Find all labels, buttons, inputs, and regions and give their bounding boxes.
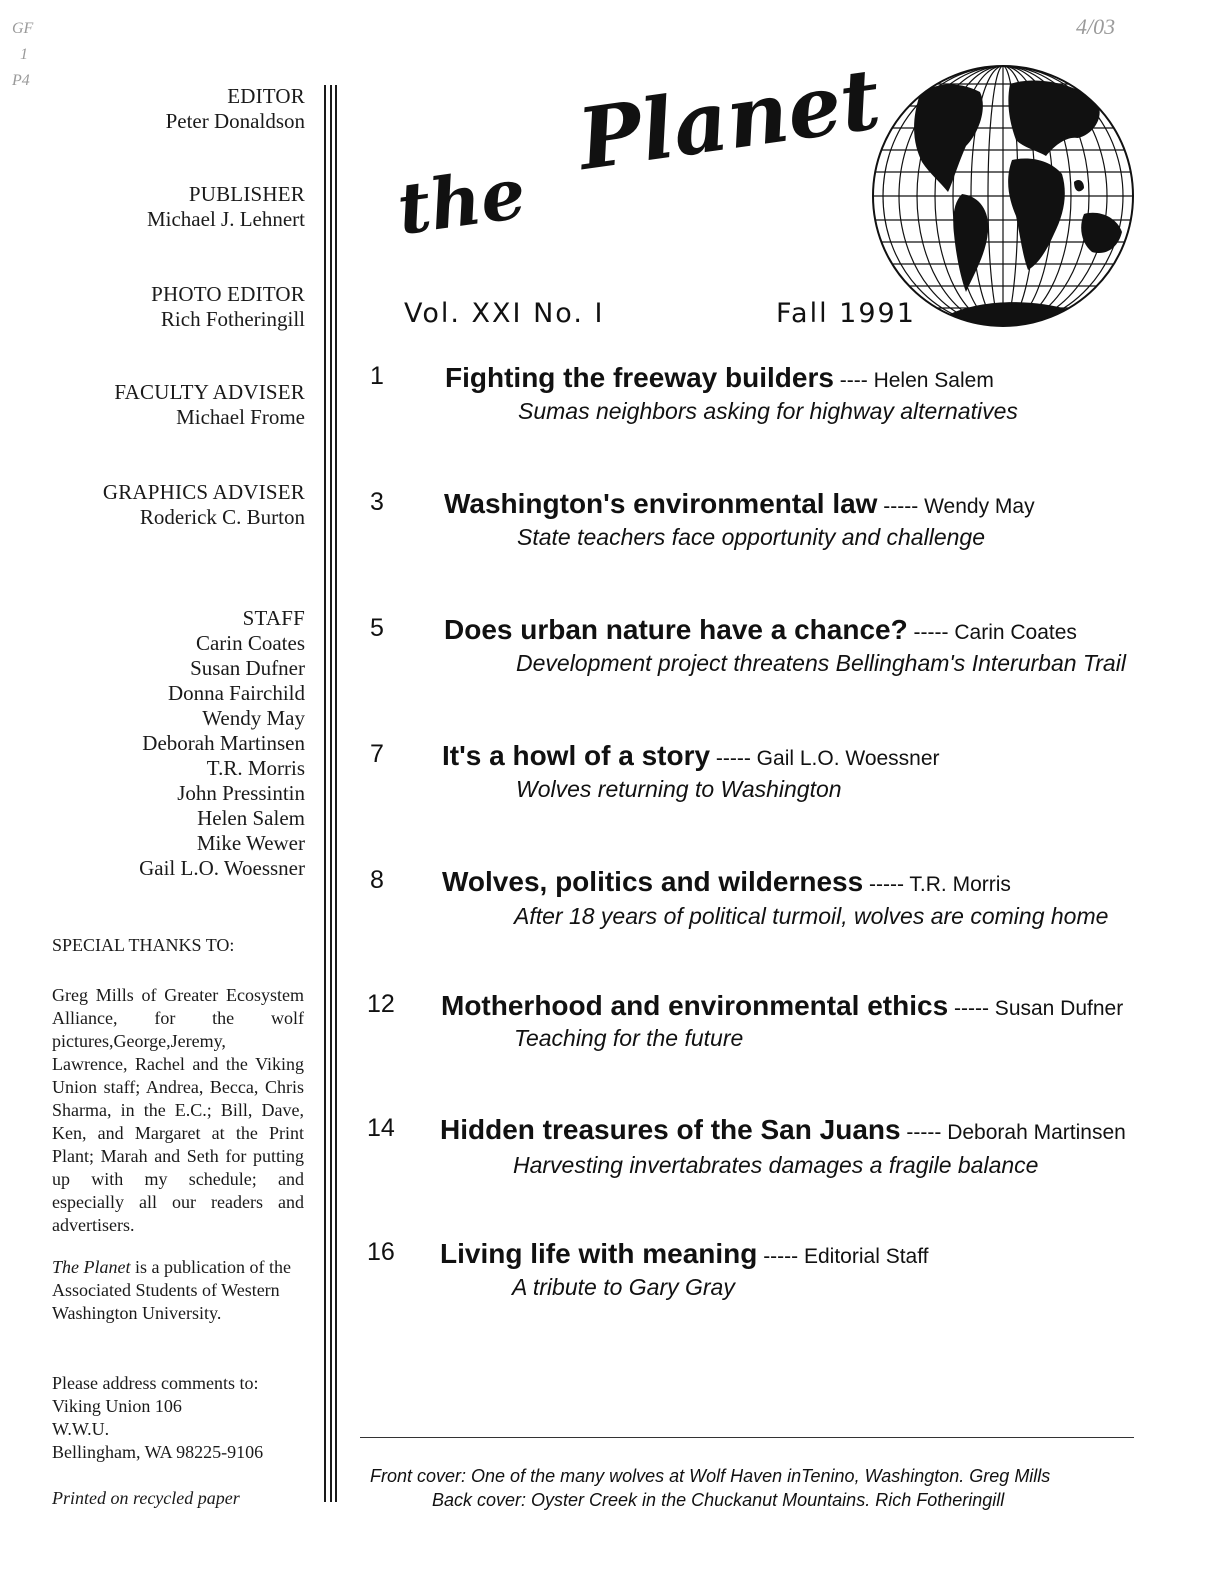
toc-page-number: 8 xyxy=(370,866,384,894)
special-thanks-body: Greg Mills of Greater Ecosystem Alliance, for the wolf pictures,George,Jeremy, Lawrence, Rachel and the Viking Union staff; Andrea, Becca, Chris Sharma, in the E.C.; Bill, Dave, Ken, and Margaret at the Print Plant; Marah and Seth for putting up with my schedule; and especially all our readers and advertisers. xyxy=(52,985,304,1235)
globe-icon xyxy=(870,64,1136,328)
photo-editor-name: Rich Fotheringill xyxy=(160,307,305,331)
staff-member: Deborah Martinsen xyxy=(142,731,305,755)
address-line: Please address comments to: xyxy=(52,1373,259,1393)
toc-author: ---- Helen Salem xyxy=(833,369,994,392)
masthead-title-the: the xyxy=(392,151,531,251)
toc-page-number: 14 xyxy=(367,1114,395,1142)
faculty-adviser-role: FACULTY ADVISER xyxy=(114,380,305,404)
toc-title-text: Living life with meaning xyxy=(440,1238,758,1269)
margin-note-page-number: 4/03 xyxy=(1076,14,1116,39)
publication-note-text: is a publication of the Associated Students of Western Washington University. xyxy=(52,1257,291,1323)
toc-page-number: 12 xyxy=(367,990,395,1018)
toc-author: ----- Gail L.O. Woessner xyxy=(710,747,940,770)
address-line: W.W.U. xyxy=(52,1419,110,1439)
toc-author: ----- Editorial Staff xyxy=(757,1245,929,1268)
toc-subtitle: Wolves returning to Washington xyxy=(516,776,842,802)
graphics-adviser-name: Roderick C. Burton xyxy=(139,505,305,529)
graphics-adviser-credit xyxy=(103,480,305,530)
staff-member: Helen Salem xyxy=(197,806,305,830)
issue-season: Fall 1991 xyxy=(776,298,916,329)
margin-note-tick: 1 xyxy=(20,46,28,63)
toc-title-text: Fighting the freeway builders xyxy=(445,362,834,393)
publisher-role: PUBLISHER xyxy=(188,182,305,206)
toc-title-text: It's a howl of a story xyxy=(442,740,711,771)
publisher-name: Michael J. Lehnert xyxy=(146,207,305,231)
toc-title-text: Does urban nature have a chance? xyxy=(444,614,908,645)
margin-note-gf: GF xyxy=(12,20,34,37)
graphics-adviser-role: GRAPHICS ADVISER xyxy=(102,480,305,504)
publication-title: The Planet xyxy=(52,1257,131,1277)
toc-page-number: 3 xyxy=(370,488,384,516)
toc-title-text: Hidden treasures of the San Juans xyxy=(440,1114,901,1145)
toc-entry-title[interactable] xyxy=(440,1238,929,1270)
toc-author: ----- Carin Coates xyxy=(907,621,1077,644)
toc-page-number: 5 xyxy=(370,614,384,642)
back-cover-credit: Back cover: Oyster Creek in the Chuckanut Mountains. Rich Fotheringill xyxy=(432,1490,1005,1510)
toc-subtitle: After 18 years of political turmoil, wolves are coming home xyxy=(514,903,1109,929)
toc-subtitle: A tribute to Gary Gray xyxy=(512,1274,735,1300)
toc-entry-title[interactable] xyxy=(442,740,940,772)
recycled-note: Printed on recycled paper xyxy=(52,1488,240,1508)
toc-author: ----- Susan Dufner xyxy=(948,997,1124,1020)
column-rule xyxy=(330,85,332,1502)
masthead-title-planet: Planet xyxy=(572,48,886,189)
faculty-adviser-name: Michael Frome xyxy=(176,405,305,429)
address-block xyxy=(52,1372,304,1464)
photo-editor-credit xyxy=(151,282,305,332)
staff-list xyxy=(139,606,305,881)
toc-subtitle: Development project threatens Bellingham's Interurban Trail xyxy=(516,650,1126,676)
photo-editor-role: PHOTO EDITOR xyxy=(151,282,305,306)
staff-member: Gail L.O. Woessner xyxy=(139,856,305,880)
toc-entry-title[interactable] xyxy=(444,614,1077,646)
toc-title-text: Motherhood and environmental ethics xyxy=(441,990,949,1021)
staff-member: Donna Fairchild xyxy=(167,681,305,705)
column-rule xyxy=(324,85,326,1502)
footer-divider xyxy=(360,1437,1134,1438)
staff-member: Carin Coates xyxy=(195,631,305,655)
toc-title-text: Wolves, politics and wilderness xyxy=(442,866,864,897)
editor-credit xyxy=(166,84,305,134)
staff-member: T.R. Morris xyxy=(206,756,305,780)
publication-note xyxy=(52,1256,304,1325)
toc-title-text: Washington's environmental law xyxy=(444,488,878,519)
toc-entry-title[interactable] xyxy=(440,1114,1126,1146)
issue-volume: Vol. XXI No. I xyxy=(404,298,605,329)
staff-member: Wendy May xyxy=(202,706,305,730)
staff-member: John Pressintin xyxy=(177,781,305,805)
toc-entry-title[interactable] xyxy=(445,362,994,394)
toc-page-number: 7 xyxy=(370,740,384,768)
toc-author: ----- Deborah Martinsen xyxy=(900,1121,1126,1144)
toc-subtitle: Sumas neighbors asking for highway alternatives xyxy=(518,398,1018,424)
special-thanks-heading: SPECIAL THANKS TO: xyxy=(52,935,235,955)
toc-subtitle: Teaching for the future xyxy=(514,1025,744,1051)
publisher-credit xyxy=(147,182,305,232)
editor-role: EDITOR xyxy=(227,84,305,108)
toc-author: ----- Wendy May xyxy=(877,495,1035,518)
editor-name: Peter Donaldson xyxy=(165,109,305,133)
front-cover-credit: Front cover: One of the many wolves at Wolf Haven inTenino, Washington. Greg Mills xyxy=(370,1466,1051,1486)
toc-page-number: 16 xyxy=(367,1238,395,1266)
toc-entry-title[interactable] xyxy=(442,866,1011,898)
toc-entry-title[interactable] xyxy=(444,488,1035,520)
staff-member: Mike Wewer xyxy=(196,831,305,855)
toc-entry-title[interactable] xyxy=(441,990,1123,1022)
toc-subtitle: Harvesting invertabrates damages a fragile balance xyxy=(513,1152,1039,1178)
margin-note-p4: P4 xyxy=(12,72,30,89)
address-line: Bellingham, WA 98225-9106 xyxy=(52,1442,264,1462)
toc-author: ----- T.R. Morris xyxy=(863,873,1011,896)
staff-member: Susan Dufner xyxy=(190,656,305,680)
address-line: Viking Union 106 xyxy=(52,1396,182,1416)
toc-page-number: 1 xyxy=(370,362,384,390)
faculty-adviser-credit xyxy=(114,380,305,430)
staff-heading: STAFF xyxy=(242,606,305,630)
column-rule xyxy=(335,85,337,1502)
toc-subtitle: State teachers face opportunity and challenge xyxy=(517,524,985,550)
